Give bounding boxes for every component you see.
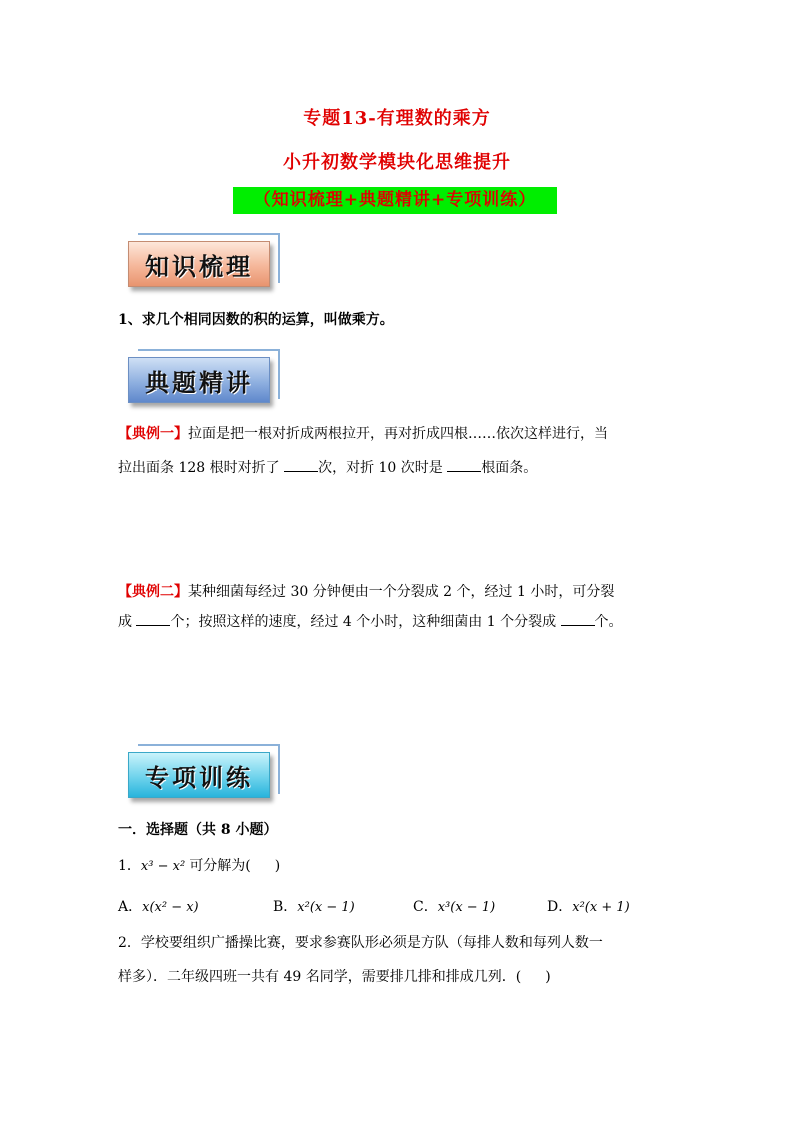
question-2-line2: 样多）．二年级四班一共有 49 名同学，需要排几排和排成几列．( ) [118, 969, 551, 985]
example1-line2: 拉出面条 128 根时对折了 次，对折 10 次时是 根面条。 [118, 457, 537, 478]
option-a[interactable]: A．x(x² − x) [118, 899, 199, 915]
section-badge-knowledge [128, 233, 280, 289]
section-badge-examples [128, 349, 280, 405]
section-badge-label: 专项训练 [128, 752, 270, 798]
option-b[interactable]: B．x²(x − 1) [273, 899, 355, 915]
highlight-banner: （知识梳理+典题精讲+专项训练） [233, 187, 557, 214]
example2-line1: 【典例二】某种细菌每经过 30 分钟便由一个分裂成 2 个，经过 1 小时，可分裂 [118, 584, 615, 600]
answer-blank[interactable] [561, 611, 595, 626]
section-badge-training [128, 744, 280, 800]
example1-line1: 【典例一】拉面是把一根对折成两根拉开，再对折成四根……依次这样进行，当 [118, 426, 608, 442]
example1-tag: 【典例一】 [118, 426, 188, 442]
question-1: 1．x³ − x² 可分解为( ) [118, 858, 281, 874]
option-c[interactable]: C．x³(x − 1) [413, 899, 496, 915]
answer-blank[interactable] [136, 611, 170, 626]
example2-tag: 【典例二】 [118, 584, 188, 600]
answer-blank[interactable] [447, 457, 481, 472]
question-2-line1: 2．学校要组织广播操比赛，要求参赛队形必须是方队（每排人数和每列人数一 [118, 935, 603, 951]
option-d[interactable]: D．x²(x + 1) [547, 899, 630, 915]
page-subtitle: 小升初数学模块化思维提升 [283, 152, 511, 173]
example2-line2: 成 个；按照这样的速度，经过 4 个小时，这种细菌由 1 个分裂成 个。 [118, 611, 623, 632]
answer-blank[interactable] [284, 457, 318, 472]
section-badge-label: 典题精讲 [128, 357, 270, 403]
choice-section-heading: 一．选择题（共 8 小题） [118, 822, 278, 838]
knowledge-point: 1、求几个相同因数的积的运算，叫做乘方。 [118, 312, 394, 328]
page-title: 专题13-有理数的乘方 [303, 108, 491, 129]
section-badge-label: 知识梳理 [128, 241, 270, 287]
